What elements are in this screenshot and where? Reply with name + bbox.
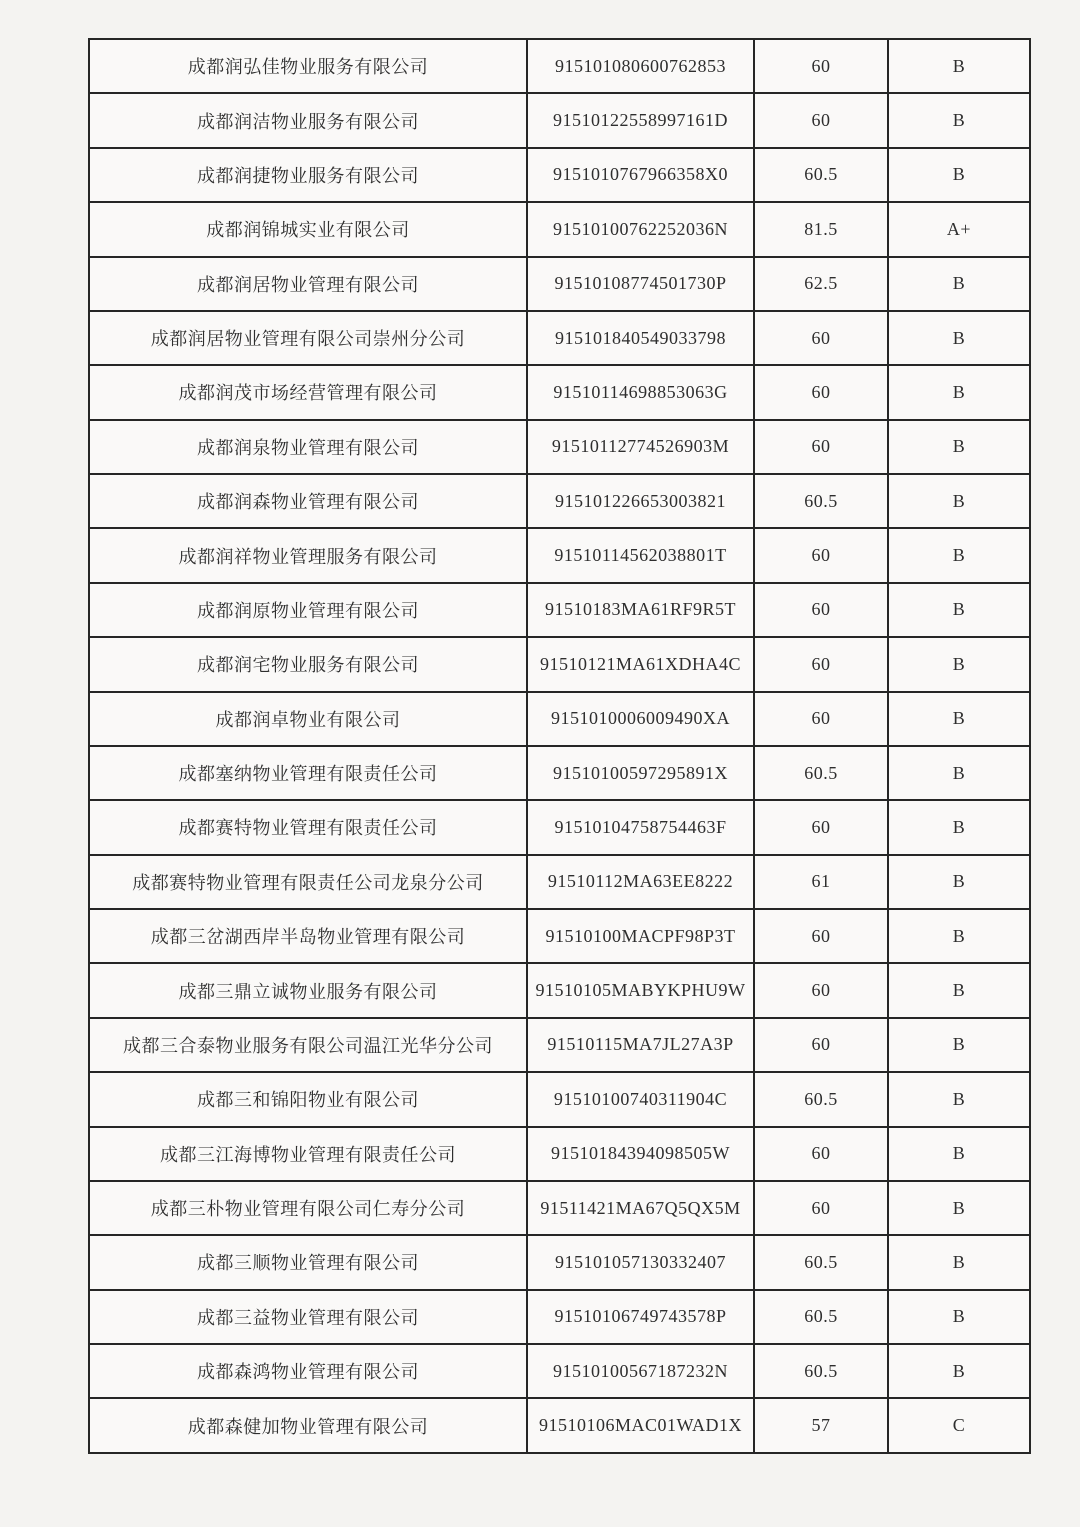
company-name-cell: 成都润泉物业管理有限公司: [89, 420, 527, 474]
score-cell: 60: [754, 420, 888, 474]
table-row: [89, 909, 1030, 963]
rating-cell: C: [888, 1398, 1030, 1453]
table-row: [89, 1398, 1030, 1453]
score-cell: 60: [754, 800, 888, 854]
credit-code-cell: 915101840549033798: [527, 311, 754, 365]
table-row: [89, 637, 1030, 691]
rating-cell: B: [888, 1290, 1030, 1344]
rating-cell: A+: [888, 202, 1030, 256]
rating-cell: B: [888, 1235, 1030, 1289]
credit-code-cell: 91510106MAC01WAD1X: [527, 1398, 754, 1453]
company-name-cell: 成都三益物业管理有限公司: [89, 1290, 527, 1344]
credit-code-cell: 91510184394098505W: [527, 1127, 754, 1181]
company-name-cell: 成都三岔湖西岸半岛物业管理有限公司: [89, 909, 527, 963]
rating-cell: B: [888, 420, 1030, 474]
table-row: [89, 311, 1030, 365]
company-name-cell: 成都赛特物业管理有限责任公司龙泉分公司: [89, 855, 527, 909]
rating-cell: B: [888, 637, 1030, 691]
rating-cell: B: [888, 1072, 1030, 1126]
rating-cell: B: [888, 800, 1030, 854]
score-cell: 81.5: [754, 202, 888, 256]
score-cell: 60: [754, 692, 888, 746]
rating-cell: B: [888, 93, 1030, 147]
company-name-cell: 成都润洁物业服务有限公司: [89, 93, 527, 147]
credit-code-cell: 9151010006009490XA: [527, 692, 754, 746]
rating-cell: B: [888, 692, 1030, 746]
table-row: [89, 963, 1030, 1017]
score-cell: 60.5: [754, 148, 888, 202]
score-cell: 60.5: [754, 1290, 888, 1344]
company-name-cell: 成都润宅物业服务有限公司: [89, 637, 527, 691]
credit-code-cell: 915101226653003821: [527, 474, 754, 528]
credit-code-cell: 915101057130332407: [527, 1235, 754, 1289]
credit-code-cell: 9151010767966358X0: [527, 148, 754, 202]
table-row: [89, 202, 1030, 256]
score-cell: 60: [754, 1018, 888, 1072]
table-row: [89, 420, 1030, 474]
credit-code-cell: 91510100MACPF98P3T: [527, 909, 754, 963]
company-name-cell: 成都润居物业管理有限公司: [89, 257, 527, 311]
score-cell: 60.5: [754, 474, 888, 528]
company-name-cell: 成都森健加物业管理有限公司: [89, 1398, 527, 1453]
company-name-cell: 成都三合泰物业服务有限公司温江光华分公司: [89, 1018, 527, 1072]
table-row: [89, 39, 1030, 93]
score-cell: 60.5: [754, 1072, 888, 1126]
table-row: [89, 1018, 1030, 1072]
score-cell: 60.5: [754, 746, 888, 800]
rating-cell: B: [888, 583, 1030, 637]
score-cell: 60: [754, 1181, 888, 1235]
score-cell: 60: [754, 963, 888, 1017]
score-cell: 60.5: [754, 1344, 888, 1398]
rating-cell: B: [888, 855, 1030, 909]
rating-cell: B: [888, 1344, 1030, 1398]
credit-code-cell: 91510114562038801T: [527, 528, 754, 582]
credit-code-cell: 91510100567187232N: [527, 1344, 754, 1398]
score-cell: 60: [754, 583, 888, 637]
table-row: [89, 855, 1030, 909]
credit-code-cell: 91510106749743578P: [527, 1290, 754, 1344]
company-name-cell: 成都润弘佳物业服务有限公司: [89, 39, 527, 93]
table-row: [89, 1290, 1030, 1344]
company-name-cell: 成都三顺物业管理有限公司: [89, 1235, 527, 1289]
credit-code-cell: 91510105MABYKPHU9W: [527, 963, 754, 1017]
table-row: [89, 93, 1030, 147]
company-name-cell: 成都润居物业管理有限公司崇州分公司: [89, 311, 527, 365]
table-row: [89, 692, 1030, 746]
company-name-cell: 成都润卓物业有限公司: [89, 692, 527, 746]
table-row: [89, 1072, 1030, 1126]
rating-cell: B: [888, 311, 1030, 365]
company-name-cell: 成都润捷物业服务有限公司: [89, 148, 527, 202]
company-name-cell: 成都三和锦阳物业有限公司: [89, 1072, 527, 1126]
score-cell: 60: [754, 1127, 888, 1181]
score-cell: 60.5: [754, 1235, 888, 1289]
ratings-table: [88, 38, 1031, 1454]
company-name-cell: 成都润祥物业管理服务有限公司: [89, 528, 527, 582]
table-row: [89, 257, 1030, 311]
credit-code-cell: 91510112774526903M: [527, 420, 754, 474]
rating-cell: B: [888, 148, 1030, 202]
company-name-cell: 成都润原物业管理有限公司: [89, 583, 527, 637]
table-row: [89, 800, 1030, 854]
table-row: [89, 1344, 1030, 1398]
company-name-cell: 成都润森物业管理有限公司: [89, 474, 527, 528]
table-row: [89, 1127, 1030, 1181]
rating-cell: B: [888, 746, 1030, 800]
credit-code-cell: 91510100597295891X: [527, 746, 754, 800]
table-row: [89, 528, 1030, 582]
company-name-cell: 成都三江海博物业管理有限责任公司: [89, 1127, 527, 1181]
rating-cell: B: [888, 1018, 1030, 1072]
rating-cell: B: [888, 39, 1030, 93]
credit-code-cell: 91510121MA61XDHA4C: [527, 637, 754, 691]
table-row: [89, 148, 1030, 202]
score-cell: 60: [754, 528, 888, 582]
table-row: [89, 474, 1030, 528]
company-name-cell: 成都润锦城实业有限公司: [89, 202, 527, 256]
company-name-cell: 成都塞纳物业管理有限责任公司: [89, 746, 527, 800]
credit-code-cell: 91510100740311904C: [527, 1072, 754, 1126]
score-cell: 60: [754, 93, 888, 147]
credit-code-cell: 91510112MA63EE8222: [527, 855, 754, 909]
score-cell: 60: [754, 637, 888, 691]
score-cell: 60: [754, 311, 888, 365]
rating-cell: B: [888, 909, 1030, 963]
rating-cell: B: [888, 528, 1030, 582]
table-row: [89, 1181, 1030, 1235]
credit-code-cell: 91510114698853063G: [527, 365, 754, 419]
credit-code-cell: 915101080600762853: [527, 39, 754, 93]
rating-cell: B: [888, 963, 1030, 1017]
rating-cell: B: [888, 1181, 1030, 1235]
credit-code-cell: 91511421MA67Q5QX5M: [527, 1181, 754, 1235]
table-row: [89, 583, 1030, 637]
credit-code-cell: 91510115MA7JL27A3P: [527, 1018, 754, 1072]
table-row: [89, 365, 1030, 419]
score-cell: 61: [754, 855, 888, 909]
credit-code-cell: 91510104758754463F: [527, 800, 754, 854]
company-name-cell: 成都三鼎立诚物业服务有限公司: [89, 963, 527, 1017]
table-row: [89, 746, 1030, 800]
credit-code-cell: 91510122558997161D: [527, 93, 754, 147]
company-name-cell: 成都赛特物业管理有限责任公司: [89, 800, 527, 854]
rating-cell: B: [888, 474, 1030, 528]
company-name-cell: 成都三朴物业管理有限公司仁寿分公司: [89, 1181, 527, 1235]
score-cell: 57: [754, 1398, 888, 1453]
score-cell: 60: [754, 365, 888, 419]
credit-code-cell: 91510100762252036N: [527, 202, 754, 256]
table-row: [89, 1235, 1030, 1289]
rating-cell: B: [888, 365, 1030, 419]
company-name-cell: 成都森鸿物业管理有限公司: [89, 1344, 527, 1398]
credit-code-cell: 91510108774501730P: [527, 257, 754, 311]
company-name-cell: 成都润茂市场经营管理有限公司: [89, 365, 527, 419]
credit-code-cell: 91510183MA61RF9R5T: [527, 583, 754, 637]
score-cell: 60: [754, 39, 888, 93]
rating-cell: B: [888, 1127, 1030, 1181]
rating-cell: B: [888, 257, 1030, 311]
score-cell: 60: [754, 909, 888, 963]
score-cell: 62.5: [754, 257, 888, 311]
